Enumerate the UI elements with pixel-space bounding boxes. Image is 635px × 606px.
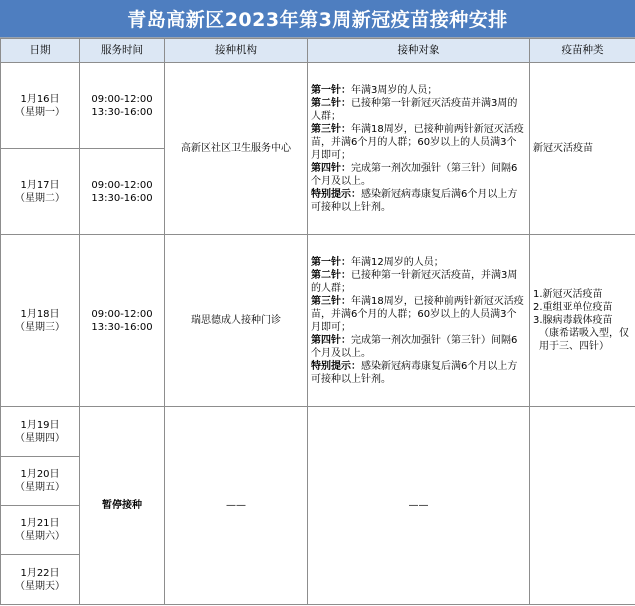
target-line: 第三针：年满18周岁，已接种前两针新冠灭活疫苗，并满6个月的人群；60岁以上的人员满3个月即可； — [311, 295, 524, 333]
weekday-text: （星期二） — [15, 192, 65, 204]
date-text: 1月21日 — [20, 518, 60, 529]
target-note: 特别提示：感染新冠病毒康复后满6个月以上方可接种以上针剂。 — [311, 188, 518, 213]
target-line: 第三针：年满18周岁，已接种前两针新冠灭活疫苗，并满6个月的人群；60岁以上的人员满3个月即可； — [311, 123, 524, 161]
time-cell — [80, 235, 165, 407]
weekday-text: （星期四） — [15, 432, 65, 444]
target-cell — [308, 63, 530, 235]
table-row — [1, 235, 635, 407]
table-header-row — [1, 39, 635, 63]
date-text: 1月19日 — [20, 419, 60, 431]
page-title: 青岛高新区2023年第3周新冠疫苗接种安排 — [0, 0, 635, 38]
date-text: 1月17日 — [20, 179, 60, 191]
vaccine-item: 1.新冠灭活疫苗 — [533, 289, 603, 300]
time-cell — [80, 63, 165, 149]
vaccine-note: （康希诺吸入型，仅用于三、四针） — [539, 328, 629, 352]
date-cell — [1, 457, 80, 506]
weekday-text: （星期三） — [15, 321, 65, 333]
vaccine-item: 3.腺病毒载体疫苗 — [533, 315, 613, 326]
weekday-text: （星期六） — [15, 531, 65, 542]
header-target: 接种对象 — [308, 39, 530, 63]
target-cell — [308, 235, 530, 407]
target-line: 第二针：已接种第一针新冠灭活疫苗，并满3周的人群； — [311, 269, 518, 294]
header-institution: 接种机构 — [165, 39, 308, 63]
institution-cell: 高新区社区卫生服务中心 — [165, 63, 308, 235]
date-text: 1月16日 — [20, 93, 60, 105]
date-cell — [1, 149, 80, 235]
header-vaccine-type: 疫苗种类 — [530, 39, 635, 63]
time-afternoon: 13:30-16:00 — [91, 321, 153, 333]
time-afternoon: 13:30-16:00 — [91, 106, 153, 118]
date-cell — [1, 407, 80, 457]
target-note: 特别提示：感染新冠病毒康复后满6个月以上方可接种以上针剂。 — [311, 360, 518, 385]
target-cell: —— — [308, 407, 530, 605]
target-line: 第一针：年满12周岁的人员； — [311, 256, 444, 268]
target-line: 第二针：已接种第一针新冠灭活疫苗并满3周的人群； — [311, 97, 518, 122]
date-text: 1月22日 — [20, 567, 60, 579]
weekday-text: （星期一） — [15, 106, 65, 118]
institution-cell: 瑞思德成人接种门诊 — [165, 235, 308, 407]
date-text: 1月20日 — [20, 469, 60, 480]
vaccine-item: 2.重组亚单位疫苗 — [533, 302, 613, 313]
weekday-text: （星期天） — [15, 580, 65, 592]
time-afternoon: 13:30-16:00 — [91, 192, 153, 204]
vaccine-cell — [530, 63, 635, 235]
time-morning: 09:00-12:00 — [91, 179, 153, 191]
vaccine-cell — [530, 235, 635, 407]
vaccine-item: 新冠灭活疫苗 — [533, 143, 593, 154]
header-date: 日期 — [1, 39, 80, 63]
paused-status: 暂停接种 — [80, 407, 165, 605]
target-line: 第四针：完成第一剂次加强针（第三针）间隔6个月及以上。 — [311, 162, 518, 187]
schedule-table — [0, 38, 635, 605]
date-text: 1月18日 — [20, 308, 60, 320]
date-cell — [1, 235, 80, 407]
time-morning: 09:00-12:00 — [91, 93, 153, 105]
date-cell — [1, 63, 80, 149]
date-cell — [1, 555, 80, 605]
vaccine-cell — [530, 407, 635, 605]
target-line: 第一针：年满3周岁的人员； — [311, 84, 438, 96]
time-morning: 09:00-12:00 — [91, 308, 153, 320]
target-line: 第四针：完成第一剂次加强针（第三针）间隔6个月及以上。 — [311, 334, 518, 359]
header-service-time: 服务时间 — [80, 39, 165, 63]
weekday-text: （星期五） — [15, 482, 65, 493]
table-row — [1, 407, 635, 457]
table-row — [1, 63, 635, 149]
date-cell — [1, 506, 80, 555]
institution-cell: —— — [165, 407, 308, 605]
time-cell — [80, 149, 165, 235]
